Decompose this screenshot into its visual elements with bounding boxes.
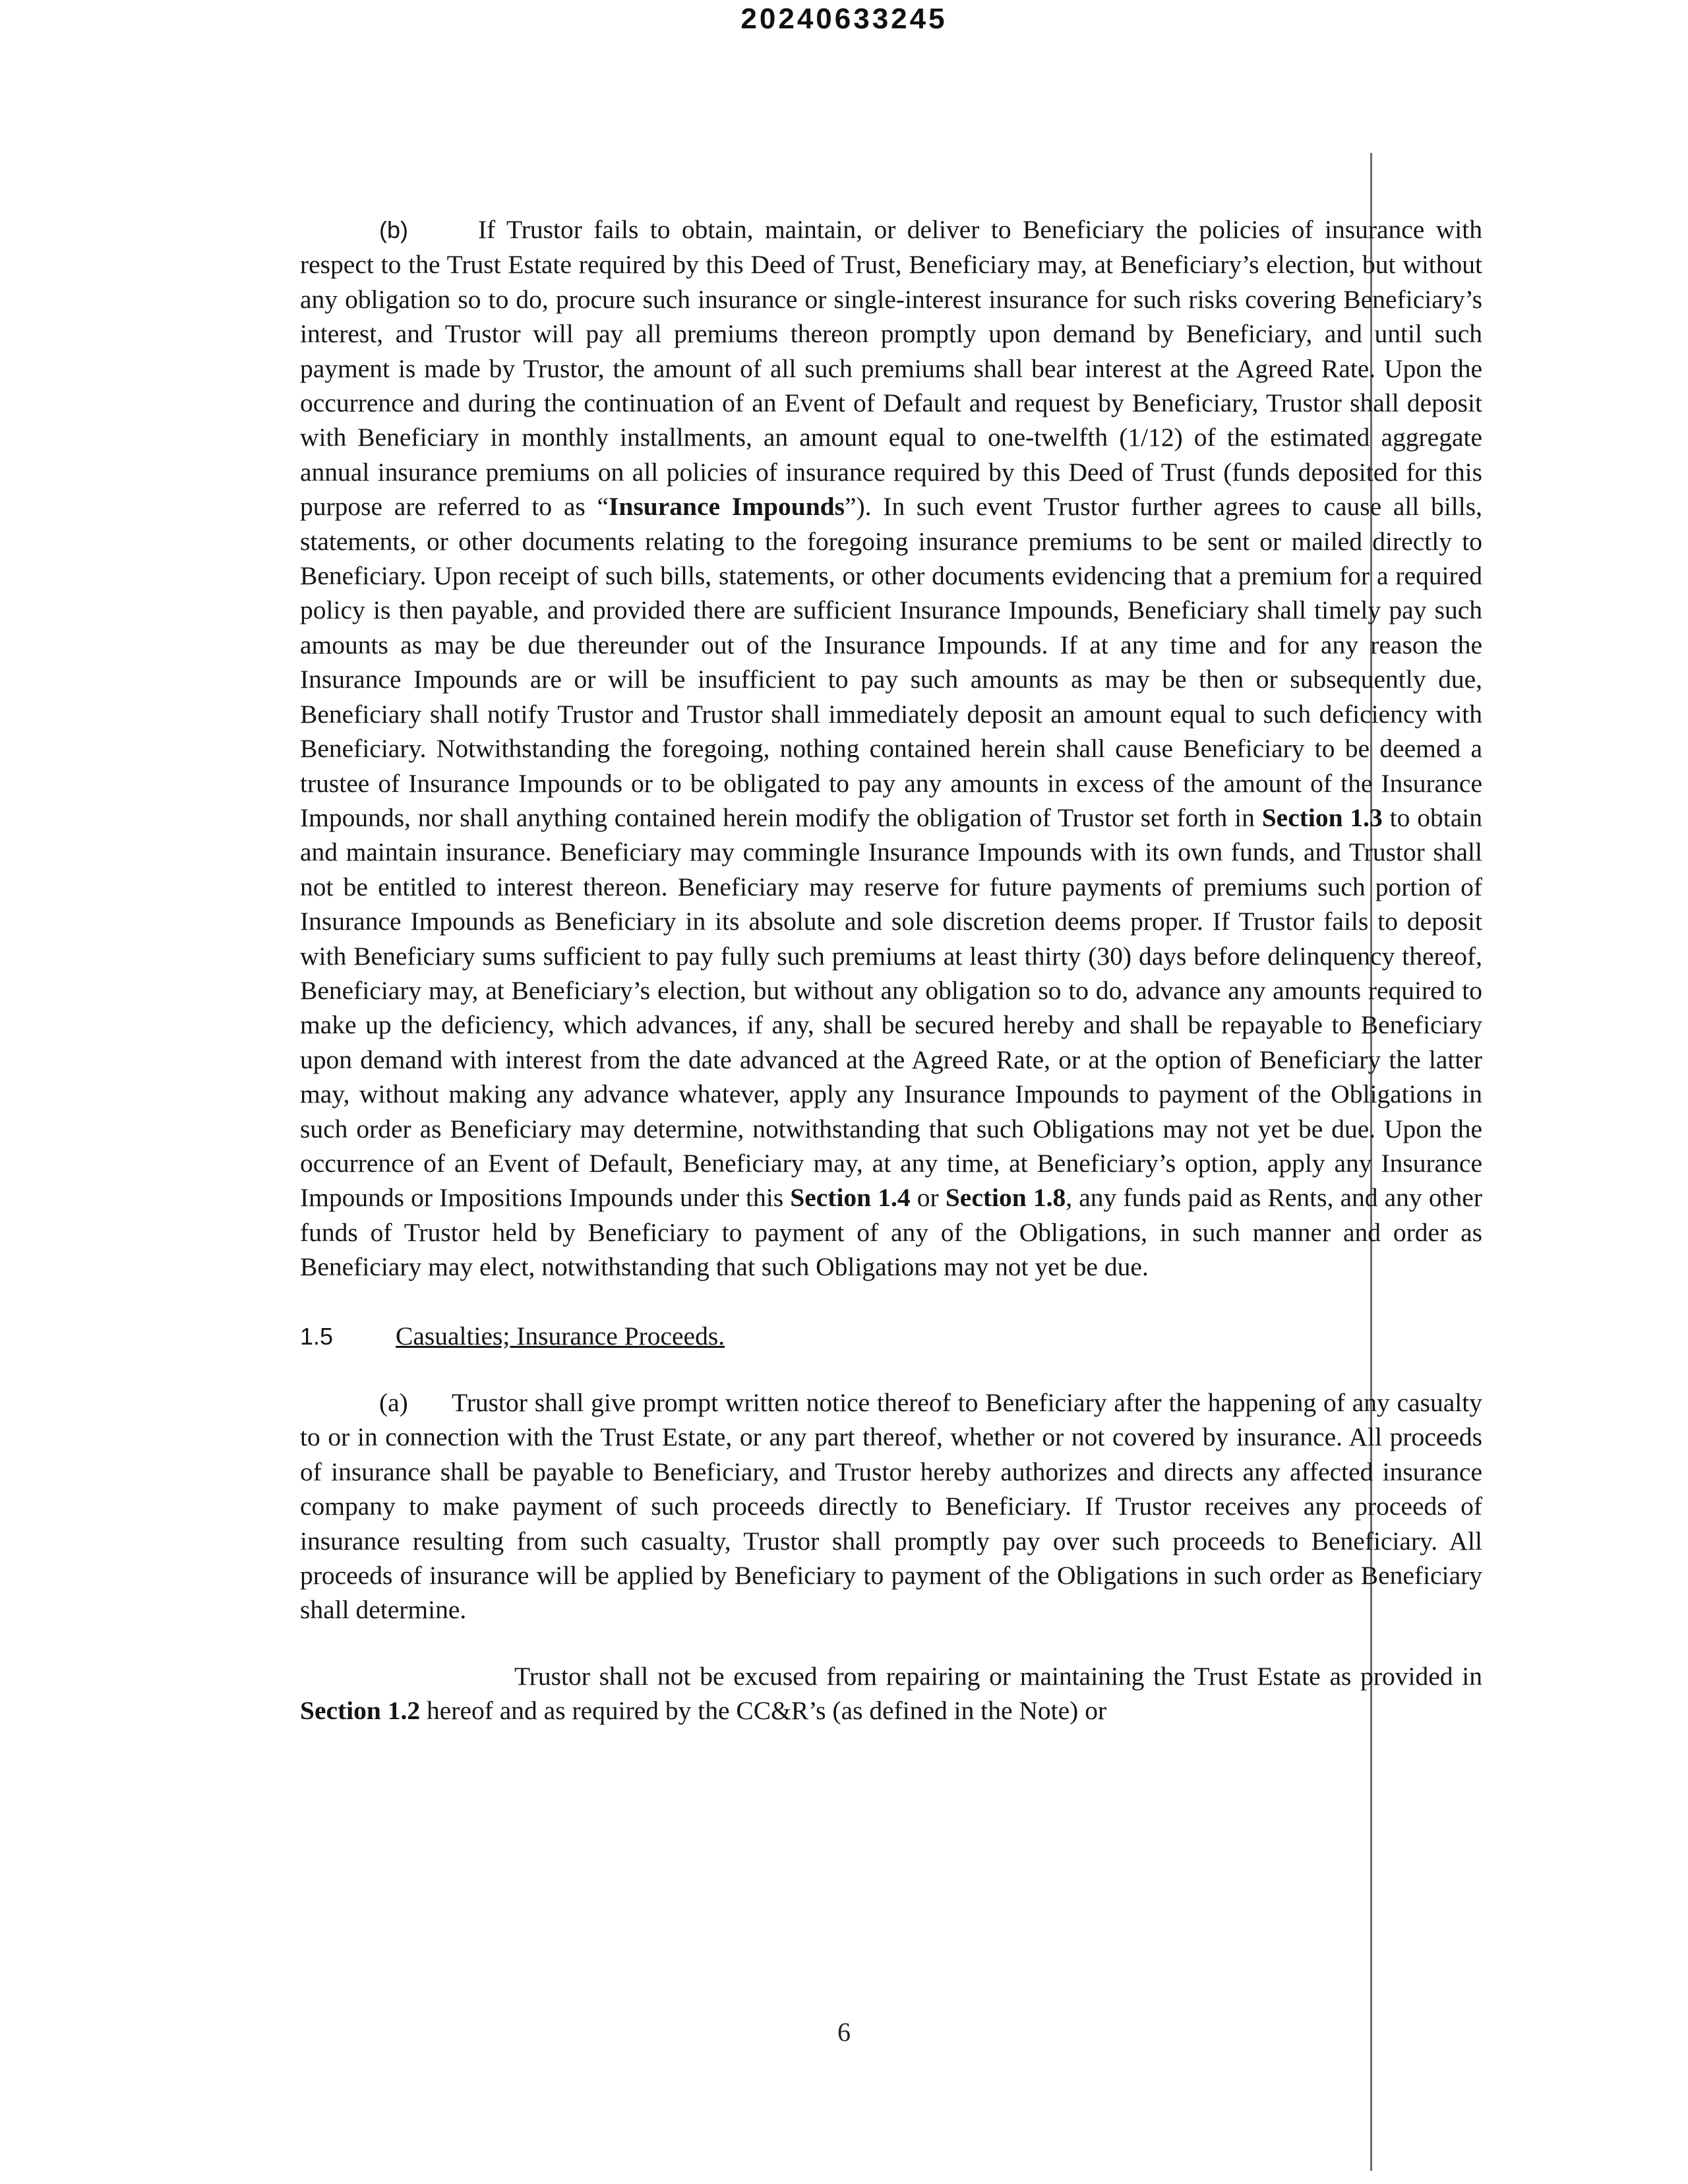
defined-term-insurance-impounds: Insurance Impounds <box>609 492 845 522</box>
section-ref-1-4: Section 1.4 <box>790 1183 911 1213</box>
paragraph-a-text: Trustor shall give prompt written notice thereof to Beneficiary after the happening of any casualty to or in connection with the Trust Estate, or any part thereof, whether or not covered by insurance. All proceeds of insurance shall be payable to Beneficiary, and Trustor hereby authorizes and directs any affected insurance company to make payment of such proceeds directly to Beneficiary. If Trustor receives any proceeds of insurance resulting from such casualty, Trustor shall promptly pay over such proceeds to Beneficiary. All proceeds of insurance will be applied by Beneficiary to payment of the Obligations in such order as Beneficiary shall determine. <box>300 1388 1482 1625</box>
paragraph-last-text-1: Trustor shall not be excused from repairing or maintaining the Trust Estate as provided in <box>514 1661 1482 1691</box>
page-number: 6 <box>837 2017 851 2047</box>
paragraph-b-text-3: to obtain and maintain insurance. Beneficiary may commingle Insurance Impounds with its own funds, and Trustor shall not be entitled to interest thereon. Beneficiary may reserve for future payments of premiums such portion of Insurance Impounds as Beneficiary in its absolute and sole discretion deems proper. If Trustor fails to deposit with Beneficiary sums sufficient to pay fully such premiums at least thirty (30) days before delinquency thereof, Beneficiary may, at Beneficiary’s election, but without any obligation so to do, advance any amounts required to make up the deficiency, which advances, if any, shall be secured hereby and shall be repayable to Beneficiary upon demand with interest from the date advanced at the Agreed Rate, or at the option of Beneficiary the latter may, without making any advance whatever, apply any Insurance Impounds to payment of the Obligations in such order as Beneficiary may determine, notwithstanding that such Obligations may not yet be due. Upon the occurrence of an Event of Default, Beneficiary may, at any time, at Beneficiary’s option, apply any Insurance Impounds or Impositions Impounds under this <box>300 803 1482 1213</box>
paragraph-b-text-1: If Trustor fails to obtain, maintain, or deliver to Beneficiary the policies of insurance with respect to the Trust Estate required by this Deed of Trust, Beneficiary may, at Beneficiary’s election, but without any obligation so to do, procure such insurance or single-interest insurance for such risks covering Beneficiary’s interest, and Trustor will pay all premiums thereon promptly upon demand by Beneficiary, and until such payment is made by Trustor, the amount of all such premiums shall bear interest at the Agreed Rate. Upon the occurrence and during the continuation of an Event of Default and request by Beneficiary, Trustor shall deposit with Beneficiary in monthly installments, an amount equal to one-twelfth (1/12) of the estimated aggregate annual insurance premiums on all policies of insurance required by this Deed of Trust (funds deposited for this purpose are referred to as “ <box>300 215 1482 522</box>
paragraph-spacer <box>300 1627 1482 1659</box>
document-body <box>300 212 1482 1728</box>
section-number: 1.5 <box>300 1322 334 1350</box>
paragraph-b-label: (b) <box>379 216 408 243</box>
paragraph-b-text-2: ”). In such event Trustor further agrees to cause all bills, statements, or other documents relating to the foregoing insurance premiums to be sent or mailed directly to Beneficiary. Upon receipt of such bills, statements, or other documents evidencing that a premium for a required policy is then payable, and provided there are sufficient Insurance Impounds, Beneficiary shall timely pay such amounts as may be due thereunder out of the Insurance Impounds. If at any time and for any reason the Insurance Impounds are or will be insufficient to pay such amounts as may be then or subsequently due, Beneficiary shall notify Trustor and Trustor shall immediately deposit an amount equal to such deficiency with Beneficiary. Notwithstanding the foregoing, nothing contained herein shall cause Beneficiary to be deemed a trustee of Insurance Impounds or to be obligated to pay any amounts in excess of the amount of the Insurance Impounds, nor shall anything contained herein modify the obligation of Trustor set forth in <box>300 492 1483 832</box>
section-heading-1-5 <box>300 1319 1482 1354</box>
paragraph-trustor-not-excused <box>300 1659 1482 1728</box>
section-ref-1-3: Section 1.3 <box>1261 803 1383 832</box>
paragraph-b-text-5: , any funds paid as Rents, and any other funds of Trustor held by Beneficiary to payment of any of the Obligations, in such manner and order as Beneficiary may elect, notwithstanding that such Obligations may not yet be due. <box>300 1183 1482 1282</box>
paragraph-a-label: (a) <box>379 1388 408 1417</box>
document-recording-number: 20240633245 <box>740 3 948 35</box>
section-ref-1-8: Section 1.8 <box>945 1183 1066 1213</box>
section-ref-1-2: Section 1.2 <box>300 1696 421 1726</box>
section-title: Casualties; Insurance Proceeds. <box>396 1321 725 1350</box>
paragraph-b <box>300 212 1482 1285</box>
paragraph-a <box>300 1385 1482 1627</box>
paragraph-b-text-4: or <box>910 1183 946 1213</box>
paragraph-last-text-2: hereof and as required by the CC&R’s (as defined in the Note) or <box>420 1696 1107 1726</box>
